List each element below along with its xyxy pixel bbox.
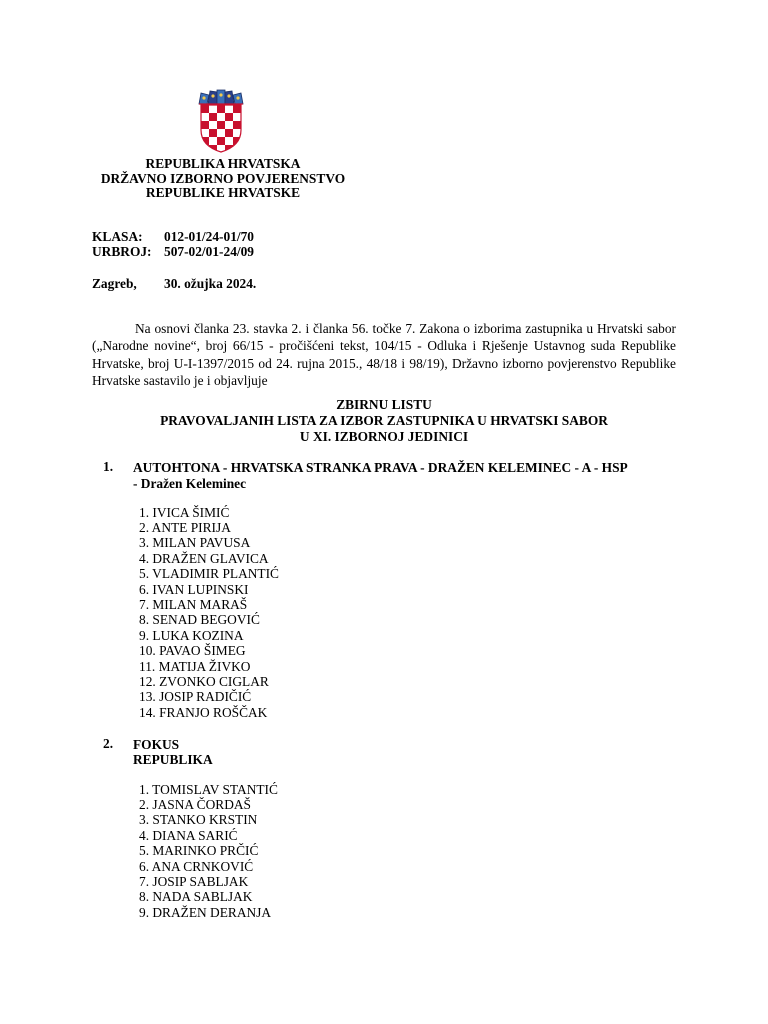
list-1-candidate: 2. ANTE PIRIJA bbox=[139, 520, 231, 535]
document-title-line-3: U XI. IZBORNOJ JEDINICI bbox=[299, 429, 469, 444]
list-1-candidate: 3. MILAN PAVUSA bbox=[139, 535, 251, 550]
list-2-candidate: 5. MARINKO PRČIĆ bbox=[139, 843, 259, 858]
urbroj-label: URBROJ: bbox=[92, 244, 152, 259]
klasa-label: KLASA: bbox=[92, 229, 143, 244]
header-line-3: REPUBLIKE HRVATSKE bbox=[145, 185, 301, 200]
list-1-candidate: 1. IVICA ŠIMIĆ bbox=[139, 505, 230, 520]
list-1-candidate: 11. MATIJA ŽIVKO bbox=[139, 659, 251, 674]
header-line-1: REPUBLIKA HRVATSKA bbox=[145, 156, 301, 171]
list-1-name-line-2: - Dražen Keleminec bbox=[133, 476, 247, 491]
list-1-candidate: 4. DRAŽEN GLAVICA bbox=[139, 551, 269, 566]
coat-of-arms-emblem bbox=[195, 84, 247, 154]
list-2-name-line-2: REPUBLIKA bbox=[133, 752, 213, 767]
place: Zagreb, bbox=[92, 276, 137, 291]
list-1-candidate: 10. PAVAO ŠIMEG bbox=[139, 643, 246, 658]
list-1-candidate: 6. IVAN LUPINSKI bbox=[139, 582, 249, 597]
klasa-value: 012-01/24-01/70 bbox=[164, 229, 255, 244]
date: 30. ožujka 2024. bbox=[164, 276, 257, 291]
list-1-candidate: 7. MILAN MARAŠ bbox=[139, 597, 248, 612]
list-1-candidate: 14. FRANJO ROŠČAK bbox=[139, 705, 268, 720]
crown bbox=[199, 90, 243, 104]
urbroj-value: 507-02/01-24/09 bbox=[164, 244, 255, 259]
list-2-candidate: 3. STANKO KRSTIN bbox=[139, 812, 258, 827]
document-title-line-1: ZBIRNU LISTU bbox=[336, 397, 432, 412]
list-2-candidate: 9. DRAŽEN DERANJA bbox=[139, 905, 272, 920]
list-1-number: 1. bbox=[103, 459, 114, 474]
list-1-candidate: 9. LUKA KOZINA bbox=[139, 628, 244, 643]
list-1-candidate: 8. SENAD BEGOVIĆ bbox=[139, 612, 260, 627]
list-2-candidate: 4. DIANA SARIĆ bbox=[139, 828, 238, 843]
list-2-candidate: 7. JOSIP SABLJAK bbox=[139, 874, 249, 889]
list-2-candidate: 1. TOMISLAV STANTIĆ bbox=[139, 782, 278, 797]
list-2-number: 2. bbox=[103, 736, 114, 751]
intro-paragraph: Na osnovi članka 23. stavka 2. i članka 56. točke 7. Zakona o izborima zastupnika u Hrvatski sabor („Narodne novine“, broj 66/15 - pročišćeni tekst, 104/15 - Odluka i Rješenje Ustavnog suda Republike Hrvatske, broj U-I-1397/2015 od 24. rujna 2015., 48/18 i 98/19), Državno izborno povjerenstvo Republike Hrvatske sastavilo je i objavljuje bbox=[92, 321, 676, 389]
list-2-candidate: 6. ANA CRNKOVIĆ bbox=[139, 859, 254, 874]
document-title-line-2: PRAVOVALJANIH LISTA ZA IZBOR ZASTUPNIKA U HRVATSKI SABOR bbox=[160, 413, 608, 428]
list-2-name-line-1: FOKUS bbox=[133, 737, 180, 752]
list-2-candidate: 8. NADA SABLJAK bbox=[139, 889, 253, 904]
list-1-candidate: 5. VLADIMIR PLANTIĆ bbox=[139, 566, 279, 581]
list-1-candidate: 13. JOSIP RADIČIĆ bbox=[139, 689, 252, 704]
checkerboard-shield bbox=[201, 105, 241, 153]
list-1-name-line-1: AUTOHTONA - HRVATSKA STRANKA PRAVA - DRAŽEN KELEMINEC - A - HSP bbox=[133, 460, 628, 475]
list-1-candidate: 12. ZVONKO CIGLAR bbox=[139, 674, 269, 689]
header-line-2: DRŽAVNO IZBORNO POVJERENSTVO bbox=[100, 171, 346, 186]
list-2-candidate: 2. JASNA ČORDAŠ bbox=[139, 797, 251, 812]
